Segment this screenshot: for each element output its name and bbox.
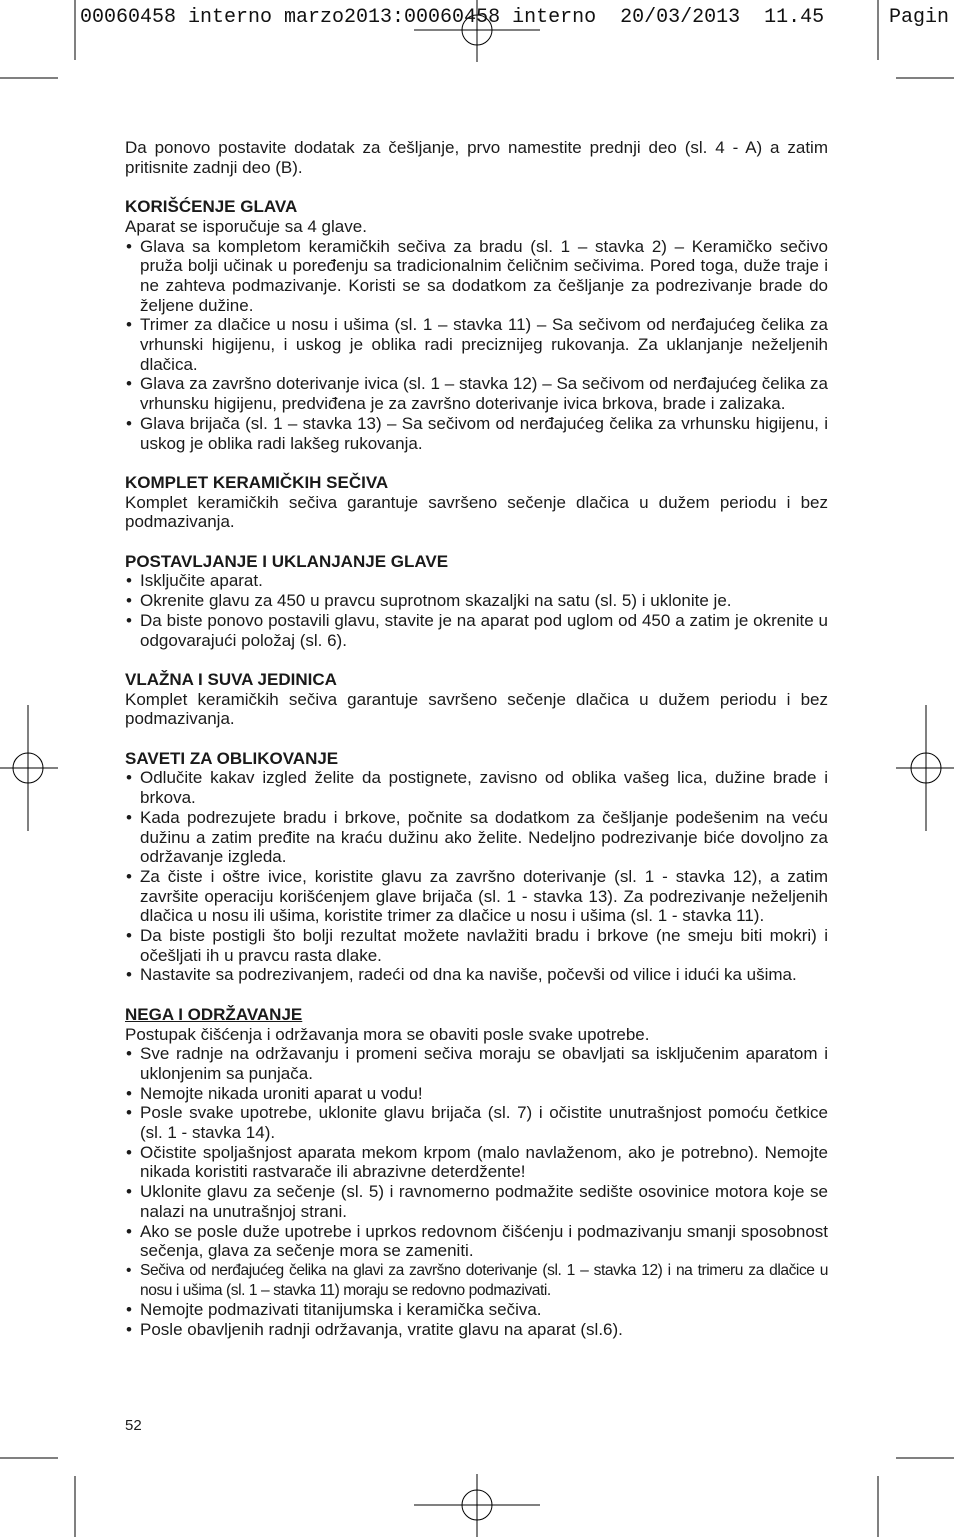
section-title-styling-tips: SAVETI ZA OBLIKOVANJE	[125, 748, 339, 768]
print-slug-page-label: Pagin	[889, 6, 950, 29]
section-care-maintenance	[125, 1005, 828, 1340]
list-item: • Očistite spoljašnjost aparata mekom krpom (malo navlaženom, ako je potrebno). Nemojte nikada koristiti rastvarače ili abrazivne deterdžente!	[125, 1143, 828, 1182]
section-title-ceramic-blades: KOMPLET KERAMIČKIH SEČIVA	[125, 472, 389, 492]
manual-page-body	[125, 138, 828, 1340]
list-item: • Da biste postigli što bolji rezultat možete navlažiti bradu i brkove (ne smeju biti mokri) i očešljati ih u pravcu rasta dlake.	[125, 926, 828, 965]
list-item: • Ako se posle duže upotrebe i uprkos redovnom čišćenju i podmazivanju smanji sposobnost sečenja, glava za sečenje mora se zameniti.	[125, 1222, 828, 1261]
list-item: • Glava za završno doterivanje ivica (sl. 1 – stavka 12) – Sa sečivom od nerđajućeg čelika za vrhunsku higijenu, predviđena je za završno doterivanje ivica brkova, brade i zalizaka.	[125, 374, 828, 413]
print-slug-line: 00060458 interno marzo2013:00060458 interno 20/03/2013 11.45	[80, 6, 825, 29]
section-head-fitting	[125, 552, 828, 651]
section-title-care-maintenance: NEGA I ODRŽAVANJE	[125, 1004, 303, 1024]
styling-tips-list	[125, 768, 828, 985]
section-ceramic-blades	[125, 473, 828, 532]
section-title-head-fitting: POSTAVLJANJE I UKLANJANJE GLAVE	[125, 551, 449, 571]
page-number: 52	[125, 1417, 142, 1434]
list-item: • Uklonite glavu za sečenje (sl. 5) i ravnomerno podmažite sedište osovinice motora koje se nalazi na unutrašnjoj strani.	[125, 1182, 828, 1221]
list-item: • Odlučite kakav izgled želite da postignete, zavisno od oblika vašeg lica, dužine brade i brkova.	[125, 768, 828, 807]
heads-list	[125, 237, 828, 454]
list-item: • Za čiste i oštre ivice, koristite glavu za završno doterivanje (sl. 1 - stavka 12), a zatim završite operaciju korišćenjem glave brijača (sl. 1 - stavka 13). Za podrezivanje neželjenih dlačica u nosu ili ušima, koristite trimer za dlačice u nosu i ušima (sl. 1 - stavka 11).	[125, 867, 828, 926]
list-item: • Nemojte podmazivati titanijumska i keramička sečiva.	[125, 1300, 828, 1320]
section-heads-usage	[125, 197, 828, 453]
list-item: • Isključite aparat.	[125, 571, 828, 591]
section-text-wet-dry: Komplet keramičkih sečiva garantuje savršeno sečenje dlačica u dužem periodu i bez podmazivanja.	[125, 689, 828, 729]
section-wet-dry	[125, 670, 828, 729]
section-title-wet-dry: VLAŽNA I SUVA JEDINICA	[125, 669, 337, 689]
care-maintenance-list	[125, 1044, 828, 1340]
list-item: • Kada podrezujete bradu i brkove, počnite sa dodatkom za češljanje podešenim na veću dužinu a zatim pređite na kraću dužinu ako želite. Nedeljno podrezivanje biće dovoljno za održavanje izgleda.	[125, 808, 828, 867]
intro-paragraph: Da ponovo postavite dodatak za češljanje, prvo namestite prednji deo (sl. 4 - A) a zatim pritisnite zadnji deo (B).	[125, 138, 828, 177]
list-item: • Sve radnje na održavanju i promeni sečiva moraju se obavljati sa isključenim aparatom i uklonjenim sa punjača.	[125, 1044, 828, 1083]
list-item: • Okrenite glavu za 450 u pravcu suprotnom skazaljki na satu (sl. 5) i uklonite je.	[125, 591, 828, 611]
list-item: • Nemojte nikada uroniti aparat u vodu!	[125, 1084, 828, 1104]
list-item: • Sečiva od nerđajućeg čelika na glavi za završno doterivanje (sl. 1 – stavka 12) i na trimeru za dlačice u nosu i ušima (sl. 1 – stavka 11) moraju se redovno podmazivati.	[125, 1261, 828, 1300]
section-lead-heads-usage: Aparat se isporučuje sa 4 glave.	[125, 216, 367, 236]
list-item: • Glava sa kompletom keramičkih sečiva za bradu (sl. 1 – stavka 2) – Keramičko sečivo pruža bolji učinak u poređenju sa tradicionalnim čeličnim sečivima. Pored toga, duže traje i ne zahteva podmazivanje. Koristi se sa dodatkom za češljanje za podrezivanje brade do željene dužine.	[125, 237, 828, 316]
list-item: • Trimer za dlačice u nosu i ušima (sl. 1 – stavka 11) – Sa sečivom od nerđajućeg čelika za vrhunski higijenu, i uskog je oblika radi preciznijeg rukovanja. Za uklanjanje neželjenih dlačica.	[125, 315, 828, 374]
list-item: • Da biste ponovo postavili glavu, stavite je na aparat pod uglom od 450 a zatim je okrenite u odgovarajući položaj (sl. 6).	[125, 611, 828, 650]
section-lead-care-maintenance: Postupak čišćenja i održavanja mora se obaviti posle svake upotrebe.	[125, 1024, 650, 1044]
section-text-ceramic-blades: Komplet keramičkih sečiva garantuje savršeno sečenje dlačica u dužem periodu i bez podmazivanja.	[125, 492, 828, 532]
list-item: • Glava brijača (sl. 1 – stavka 13) – Sa sečivom od nerđajućeg čelika za vrhunsku higijenu, i uskog je oblika radi lakšeg rukovanja.	[125, 414, 828, 453]
section-styling-tips	[125, 749, 828, 985]
list-item: • Nastavite sa podrezivanjem, radeći od dna ka naviše, počevši od vilice i idući ka ušima.	[125, 965, 828, 985]
section-title-heads-usage: KORIŠĆENJE GLAVA	[125, 197, 298, 217]
list-item: • Posle obavljenih radnji održavanja, vratite glavu na aparat (sl.6).	[125, 1320, 828, 1340]
list-item: • Posle svake upotrebe, uklonite glavu brijača (sl. 7) i očistite unutrašnjost pomoću četkice (sl. 1 - stavka 14).	[125, 1103, 828, 1142]
head-fitting-list	[125, 571, 828, 650]
